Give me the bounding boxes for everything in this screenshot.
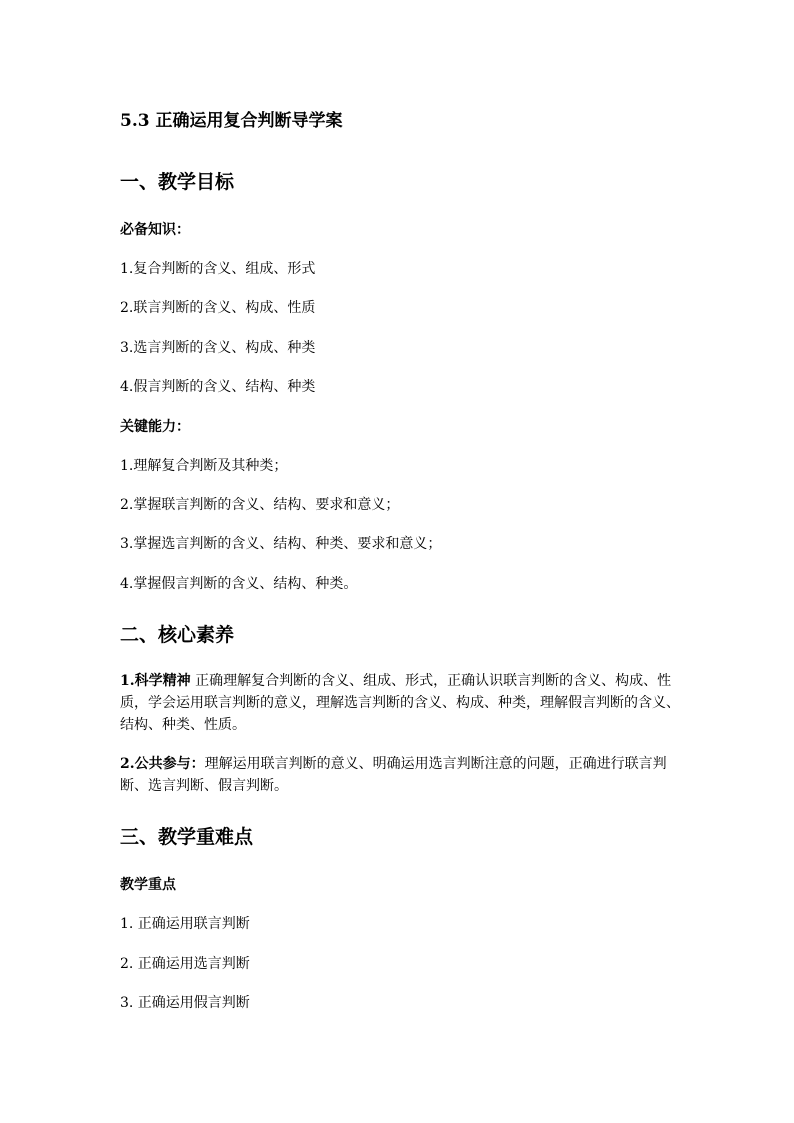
paragraph-label: 2.公共参与： [120,756,205,772]
doc-title: 5.3 正确运用复合判断导学案 [120,111,343,131]
focus-item: 3. 正确运用假言判断 [120,995,250,1011]
core-literacy-paragraph-2 [120,753,680,797]
core-literacy-paragraph-1 [120,670,680,736]
knowledge-item: 3.选言判断的含义、构成、种类 [120,340,316,356]
focus-label: 教学重点 [120,877,176,893]
ability-item: 4.掌握假言判断的含义、结构、种类。 [120,576,358,592]
paragraph-text: 正确理解复合判断的含义、组成、形式，正确认识联言判断的含义、构成、性质，学会运用联言判断的意义，理解选言判断的含义、构成、种类，理解假言判断的含义、结构、种类、性质。 [120,673,680,733]
ability-label: 关键能力： [120,419,190,435]
section-heading-core-literacy: 二、核心素养 [120,624,235,646]
ability-item: 3.掌握选言判断的含义、结构、种类、要求和意义； [120,536,442,552]
knowledge-item: 2.联言判断的含义、构成、性质 [120,300,316,316]
focus-item: 1. 正确运用联言判断 [120,916,250,932]
section-heading-key-points: 三、教学重难点 [120,826,254,848]
knowledge-label: 必备知识： [120,222,190,238]
section-heading-objectives: 一、教学目标 [120,171,235,193]
knowledge-item: 4.假言判断的含义、结构、种类 [120,379,316,395]
ability-item: 2.掌握联言判断的含义、结构、要求和意义； [120,497,400,513]
paragraph-label: 1.科学精神 [120,673,191,689]
knowledge-item: 1.复合判断的含义、组成、形式 [120,261,316,277]
focus-item: 2. 正确运用选言判断 [120,956,250,972]
paragraph-text: 理解运用联言判断的意义、明确运用选言判断注意的问题，正确进行联言判断、选言判断、假言判断。 [120,756,667,794]
ability-item: 1.理解复合判断及其种类； [120,458,288,474]
